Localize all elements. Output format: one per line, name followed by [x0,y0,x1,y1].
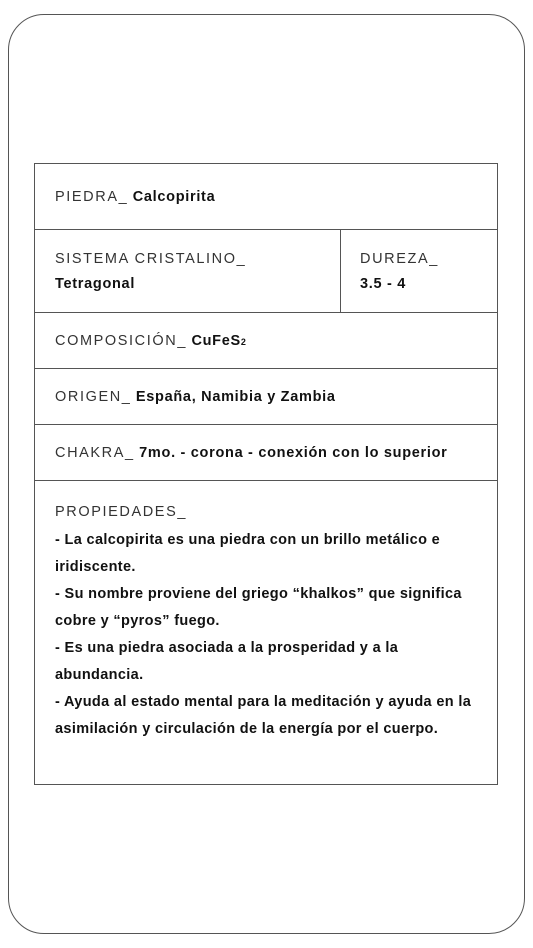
chakra-value: 7mo. - corona - conexión con lo superior [139,445,448,461]
propiedad-item-4: - Ayuda al estado mental para la meditación y ayuda en la asimilación y circulación de la energía por el cuerpo. [55,694,472,737]
sistema-label: SISTEMA CRISTALINO_ [55,251,247,267]
propiedad-item-1: - La calcopirita es una piedra con un brillo metálico e iridiscente. [55,532,441,575]
stone-info-card [34,163,498,785]
dureza-label: DUREZA_ [360,251,439,267]
propiedad-item-3: - Es una piedra asociada a la prosperidad y a la abundancia. [55,640,399,683]
propiedades-block [55,502,483,743]
piedra-label: PIEDRA_ [55,189,129,205]
row-origen [35,369,497,425]
composicion-label: COMPOSICIÓN_ [55,333,187,349]
chakra-label: CHAKRA_ [55,445,135,461]
row-chakra [35,425,497,481]
piedra-value: Calcopirita [132,189,216,205]
row-sistema-dureza [35,230,497,313]
sistema-value: Tetragonal [55,276,136,292]
propiedad-item-2: - Su nombre proviene del griego “khalkos” que significa cobre y “pyros” fuego. [55,586,462,629]
cell-divider [340,230,341,312]
row-composicion [35,313,497,369]
origen-label: ORIGEN_ [55,389,132,405]
dureza-value: 3.5 - 4 [360,276,407,292]
formula-text: CuFeS [191,333,241,349]
origen-value: España, Namibia y Zambia [135,389,336,405]
formula-subscript: 2 [240,337,247,347]
row-propiedades [35,481,497,784]
composicion-value [191,333,246,349]
propiedades-label: PROPIEDADES_ [55,504,188,520]
row-piedra [35,164,497,230]
